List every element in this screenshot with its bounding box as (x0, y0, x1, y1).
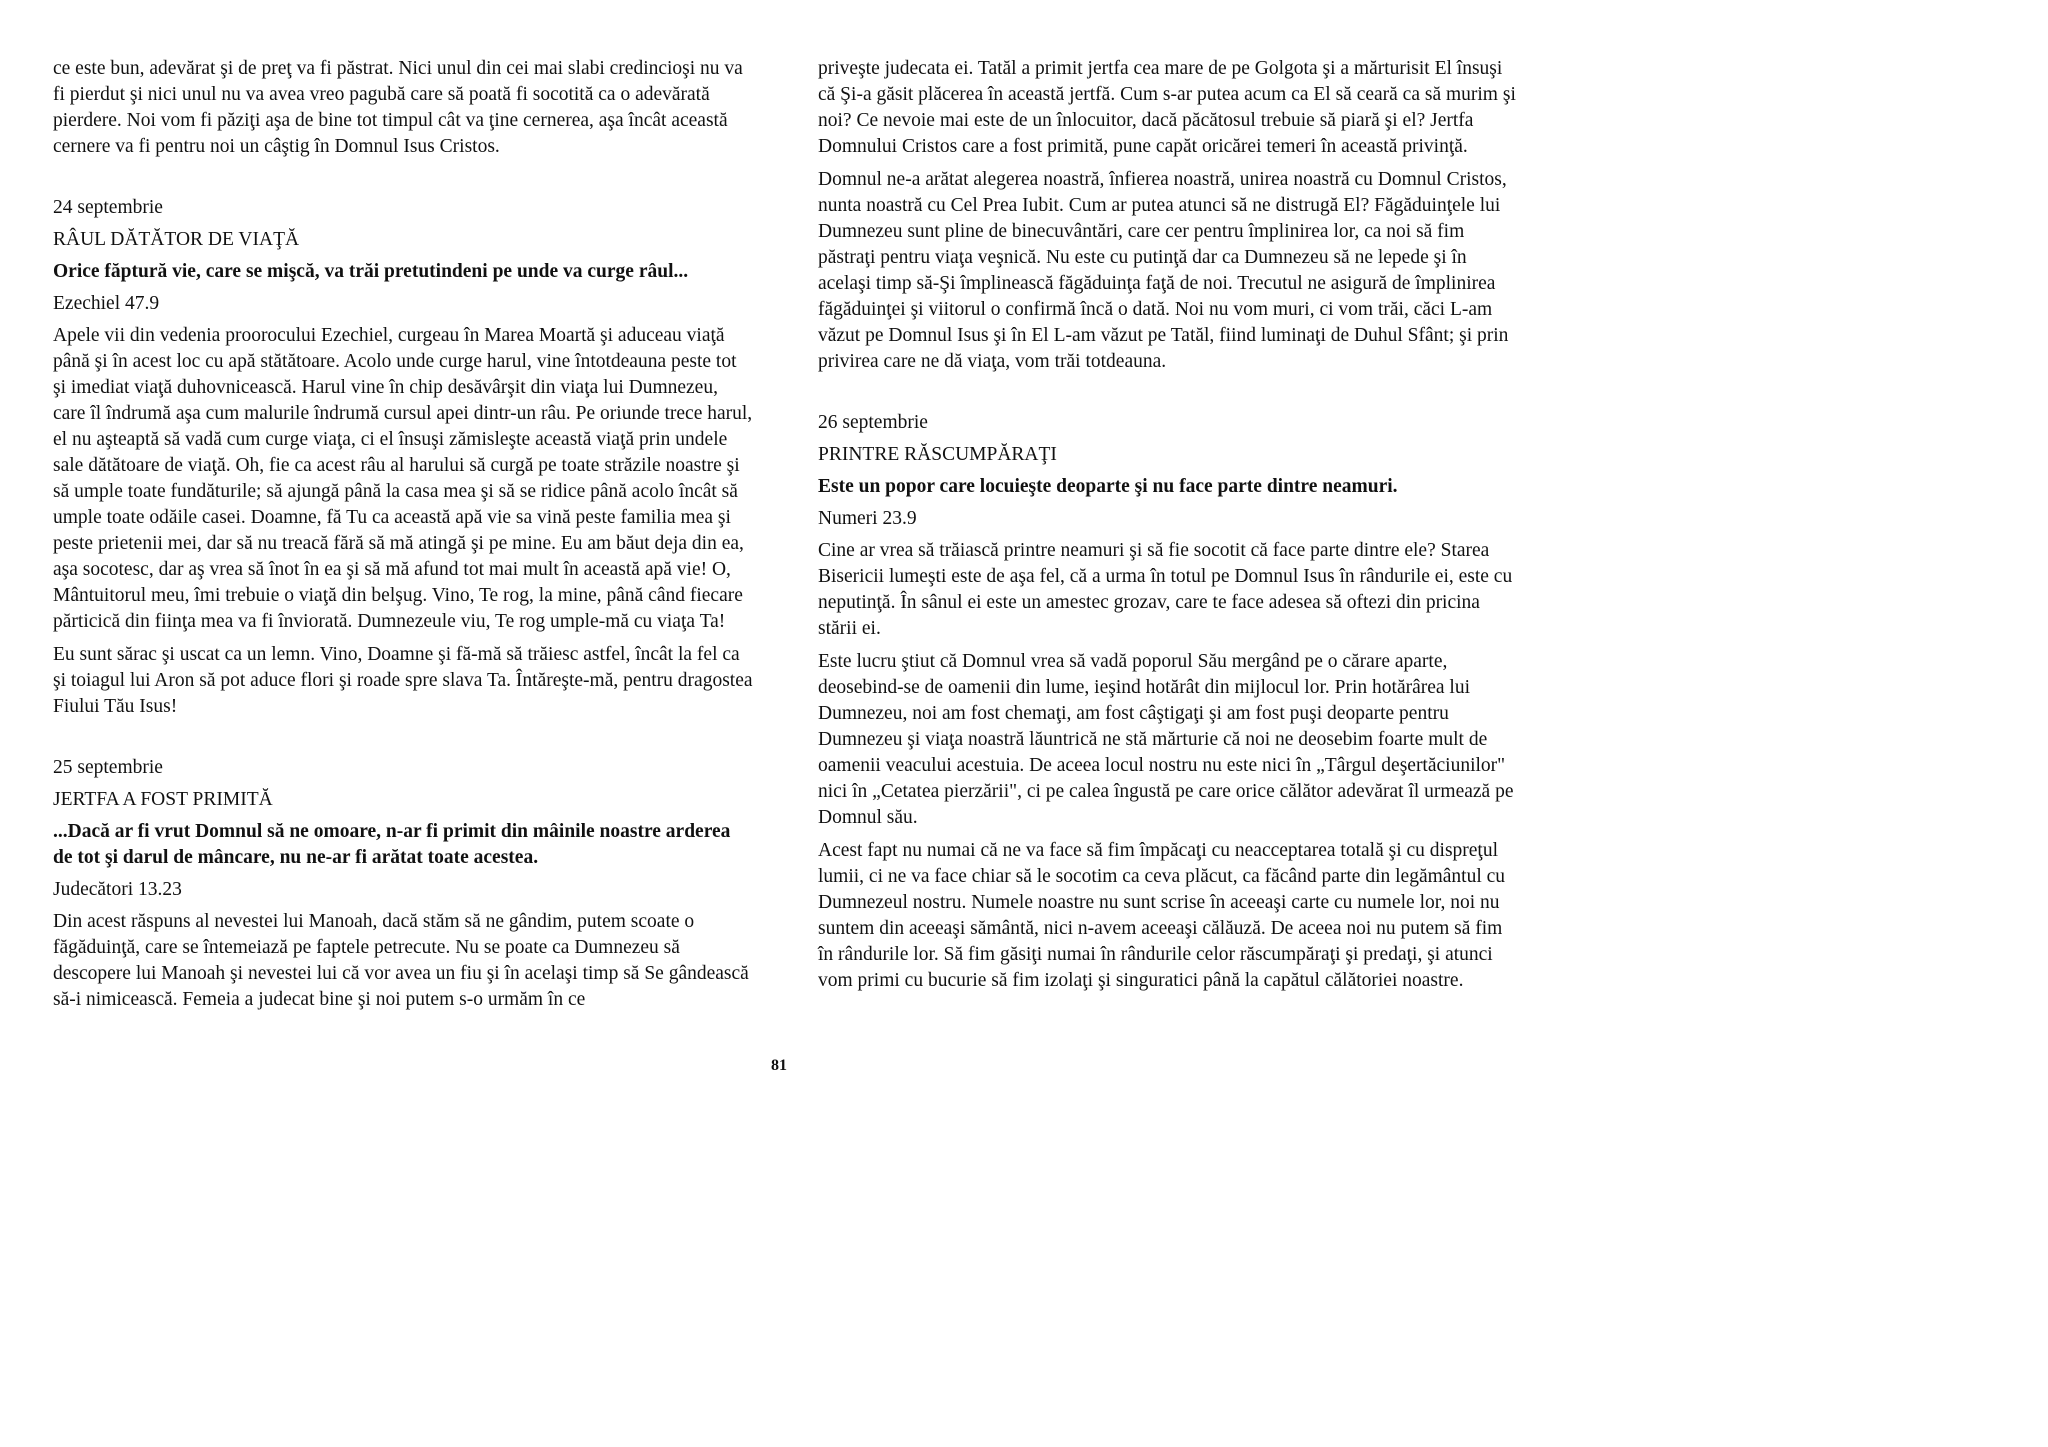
left-column (53, 56, 753, 1020)
section-gap (53, 727, 753, 755)
entry-paragraph: Este lucru ştiut că Domnul vrea să vadă poporul Său mergând pe o cărare aparte, deosebind-se de oamenii din lume, ieşind hotărât din mijlocul lor. Prin hotărârea lui Dumnezeu, noi am fost chemaţi, am fost câştigaţi şi am fost puşi deoparte pentru Dumnezeu şi viaţa noastră lăuntrică ne stă mărturie că noi ne deosebim foarte mult de oamenii veacului acestuia. De aceea locul nostru nu este nici în „Târgul deşertăciunilor" nici în „Cetatea pierzării", ci pe calea îngustă pe care orice călător adevărat îl urmează pe Domnul său. (818, 651, 1514, 828)
entry-title: PRINTRE RĂSCUMPĂRAŢI (818, 444, 1057, 465)
entry-paragraph: Eu sunt sărac şi uscat ca un lemn. Vino, Doamne şi fă-mă să trăiesc astfel, încât la fel ca şi toiagul lui Aron să pot aduce flori şi roade spre slava Ta. Întăreşte-mă, pentru dragostea Fiului Tău Isus! (53, 644, 753, 717)
entry-date: 26 septembrie (818, 412, 928, 433)
intro-paragraph: ce este bun, adevărat şi de preţ va fi păstrat. Nici unul din cei mai slabi credincioşi nu va fi pierdut şi nici unul nu va avea vreo pagubă care să poată fi socotită ca o adevărată pierdere. Noi vom fi păziţi aşa de bine tot timpul cât va ţine cernerea, aşa încât această cernere va fi pentru noi un câştig în Domnul Isus Cristos. (53, 58, 743, 157)
entry-26-septembrie (818, 410, 1518, 994)
entry-title: RÂUL DĂTĂTOR DE VIAŢĂ (53, 229, 300, 250)
entry-verse: Este un popor care locuieşte deoparte şi nu face parte dintre neamuri. (818, 476, 1398, 497)
entry-reference: Judecători 13.23 (53, 879, 182, 900)
entry-verse: Orice făptură vie, care se mişcă, va trăi pretutindeni pe unde va curge râul... (53, 261, 689, 282)
entry-reference: Ezechiel 47.9 (53, 293, 160, 314)
entry-paragraph: Acest fapt nu numai că ne va face să fim împăcaţi cu neacceptarea totală şi cu dispreţul lumii, ci ne va face chiar să le socotim ca ceva plăcut, ca făcând parte din legământul cu Dumnezeul nostru. Numele noastre nu sunt scrise în aceeaşi carte cu numele lor, noi nu suntem din aceeaşi sământă, nici n-avem aceeaşi călăuză. De aceea noi nu putem să fim în rândurile lor. Să fim găsiţi numai în rândurile celor răscumpăraţi şi predaţi, şi atunci vom primi cu bucurie să fim izolaţi şi singuratici până la capătul călătoriei noastre. (818, 840, 1506, 991)
entry-24-septembrie (53, 195, 753, 720)
entry-title: JERTFA A FOST PRIMITĂ (53, 789, 273, 810)
entry-paragraph: Din acest răspuns al nevestei lui Manoah, dacă stăm să ne gândim, putem scoate o făgăduinţă, care se întemeiază pe faptele petrecute. Nu se poate ca Dumnezeu să descopere lui Manoah şi nevestei lui că vor avea un fiu şi în acelaşi timp să Se gândească să-i nimicească. Femeia a judecat bine şi noi putem s-o urmăm în ce (53, 911, 749, 1010)
entry-25-septembrie (53, 755, 753, 1013)
entry-date: 24 septembrie (53, 197, 163, 218)
section-gap (818, 382, 1518, 410)
entry-paragraph: Cine ar vrea să trăiască printre neamuri şi să fie socotit că face parte dintre ele? Starea Bisericii lumeşti este de aşa fel, că a urma în totul pe Domnul Isus în rândurile ei, este cu neputinţă. În sânul ei este un amestec grozav, care te face adesea să oftezi din pricina stării ei. (818, 540, 1513, 639)
entry-verse: ...Dacă ar fi vrut Domnul să ne omoare, n-ar fi primit din mâinile noastre arderea de tot şi darul de mâncare, nu ne-ar fi arătat toate acestea. (53, 821, 731, 868)
section-gap (53, 167, 753, 195)
entry-reference: Numeri 23.9 (818, 508, 917, 529)
right-column (818, 56, 1518, 1001)
continuation-paragraph: Domnul ne-a arătat alegerea noastră, înfierea noastră, unirea noastră cu Domnul Cristos, nunta noastră cu Cel Prea Iubit. Cum ar putea atunci să ne distrugă El? Făgăduinţele lui Dumnezeu sunt pline de binecuvântări, care cer pentru împlinirea lor, ca noi să fim păstraţi pentru viaţa veşnică. Nu este cu putinţă dar ca Dumnezeu să ne lepede şi în acelaşi timp să-Şi împlinească făgăduinţa faţă de noi. Trecutul ne asigură de împlinirea făgăduinţei şi viitorul o confirmă încă o dată. Noi nu vom muri, ci vom trăi, căci L-am văzut pe Domnul Isus şi în El L-am văzut pe Tatăl, fiind luminaţi de Duhul Sfânt; şi prin privirea care ne dă viaţa, vom trăi totdeauna. (818, 169, 1509, 372)
entry-paragraph: Apele vii din vedenia proorocului Ezechiel, curgeau în Marea Moartă şi aduceau viaţă până şi în acest loc cu apă stătătoare. Acolo unde curge harul, vine întotdeauna peste tot şi imediat viaţă duhovnicească. Harul vine în chip desăvârşit din viaţa lui Dumnezeu, care îl îndrumă aşa cum malurile îndrumă cursul apei dintr-un râu. Pe oriunde trece harul, el nu aşteaptă să vadă cum curge viaţa, ci el însuşi zămisleşte această viaţă prin undele sale dătătoare de viaţă. Oh, fie ca acest râu al harului să curgă pe toate străzile noastre şi să umple toate fundăturile; să ajungă până la casa mea şi să se ridice până acolo încât să umple toate odăile casei. Doamne, fă Tu ca această apă vie sa vină peste familia mea şi peste prietenii mei, dar să nu treacă fără să mă atingă şi pe mine. Eu am băut deja din ea, aşa socotesc, dar aş vrea să înot în ea şi să mă afund tot mai mult în această apă vie! O, Mântuitorul meu, îmi trebuie o viaţă din belşug. Vino, Te rog, la mine, până când fiecare părticică din fiinţa mea va fi înviorată. Dumnezeule viu, Te rog umple-mă cu viaţa Ta! (53, 325, 753, 632)
continuation-paragraph: priveşte judecata ei. Tatăl a primit jertfa cea mare de pe Golgota şi a mărturisit El însuşi că Şi-a găsit plăcerea în această jertfă. Cum s-ar putea acum ca El să ceară ca să murim şi noi? Ce nevoie mai este de un înlocuitor, dacă păcătosul trebuie să piară şi el? Jertfa Domnului Cristos care a fost primită, pune capăt oricărei temeri în această privinţă. (818, 58, 1516, 157)
entry-date: 25 septembrie (53, 757, 163, 778)
page-number: 81 (771, 1057, 787, 1074)
